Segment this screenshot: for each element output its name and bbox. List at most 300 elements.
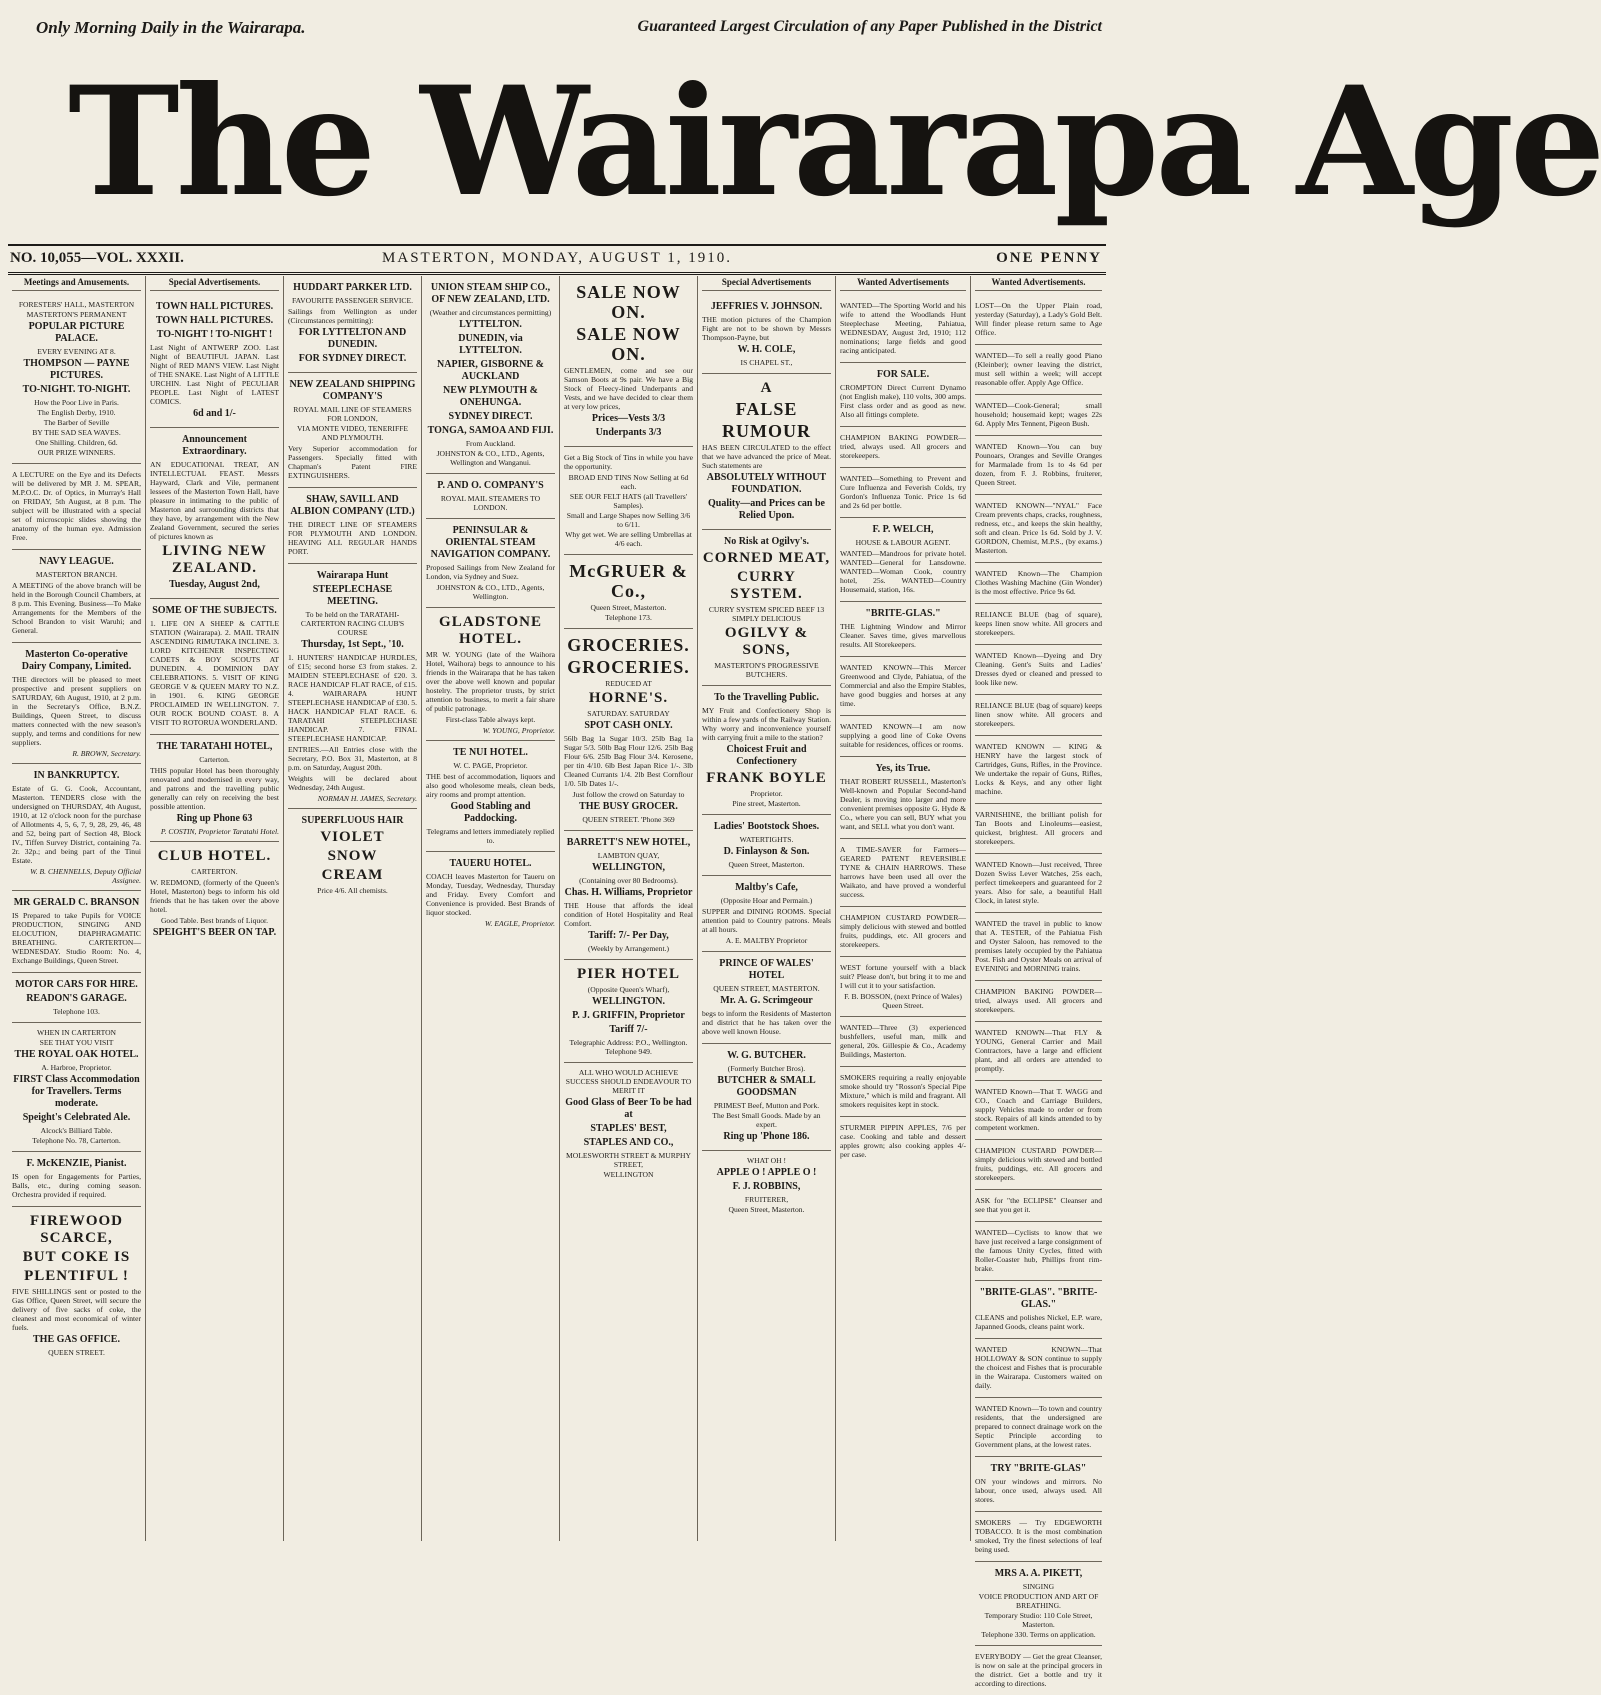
wanted-ad [840, 839, 966, 907]
column-8 [971, 276, 1106, 1688]
ad-line: Telegraphic Address: P.O., Wellington. Telephone 949. [569, 1038, 688, 1056]
ad-title: PLENTIFUL ! [24, 1268, 129, 1284]
ad-title: D. Finlayson & Son. [723, 846, 810, 857]
wanted-ad [975, 695, 1102, 736]
ad-title: W. H. COLE, [737, 344, 796, 355]
club-hotel-ad [150, 842, 279, 946]
ad-line: (Opposite Queen's Wharf), [587, 985, 670, 994]
wanted-ad [975, 563, 1102, 604]
column-1 [8, 276, 146, 1541]
brite-glas-ad [840, 602, 966, 657]
ad-title: McGRUER & Co., [569, 561, 688, 601]
ad-body: THE best of accommodation, liquors and also good wholesome meals, clean beds, airy rooms and prompt attention. [426, 772, 555, 799]
ad-title: RUMOUR [722, 421, 811, 441]
wanted-ad [840, 716, 966, 757]
wanted-ad [975, 1022, 1102, 1081]
ad-title: Ladies' Bootstock Shoes. [713, 821, 820, 832]
ad-body: WANTED—Cook-General; small household; housemaid kept; wages 22s 6d. Apply Mrs Tennent, Pigeon Bush. [975, 401, 1102, 428]
dairy-company-ad [12, 643, 141, 764]
pianist-ad [12, 1152, 141, 1207]
ad-body: CLEANS and polishes Nickel, E.P. ware, Japanned Goods, cleans paint work. [975, 1313, 1102, 1331]
ad-line: W. C. PAGE, Proprietor. [453, 761, 528, 770]
ad-line: SEE OUR FELT HATS (all Travellers' Samples). [569, 492, 688, 510]
ad-body: Last Night of ANTWERP ZOO. Last Night of BEAUTIFUL JAPAN. Last Night of RED MAN'S VIEW. Last Night of THE SNAKE. Last Night of A LITTLE URCHIN. Last Night of PECULIAR PEOPLE. Last Night of LATEST COMICS. [150, 343, 279, 406]
ad-title: TOWN HALL PICTURES. [155, 315, 274, 326]
ad-body: THE motion pictures of the Champion Fight are not to be shown by Messrs Thompson-Payne, but [702, 315, 831, 342]
violet-snow-cream-ad [288, 809, 417, 901]
ad-line: IS CHAPEL ST., [740, 358, 793, 367]
ad-title: FIREWOOD SCARCE, [29, 1213, 123, 1246]
ad-signature: P. COSTIN, Proprietor Taratahi Hotel. [160, 827, 279, 836]
ad-body: ON your windows and mirrors. No labour, once used, always used. All stores. [975, 1477, 1102, 1504]
ad-body: Weights will be declared about Wednesday, 24th August. [288, 774, 417, 792]
ad-line: From Auckland. [465, 439, 516, 448]
ad-title: BUT COKE IS [22, 1249, 131, 1265]
ad-title: SPEIGHT'S BEER ON TAP. [152, 927, 277, 938]
ad-title: Mr. A. G. Scrimgeour [720, 995, 813, 1006]
ad-title: P. J. GRIFFIN, Proprietor [572, 1010, 685, 1021]
ad-body: WANTED KNOWN—That HOLLOWAY & SON continue to supply the choicest and Fishes that is procurable in the Wairarapa. Customers waited on daily. [975, 1345, 1102, 1390]
ad-line: (Formerly Butcher Bros). [727, 1064, 806, 1073]
motor-cars-ad [12, 973, 141, 1023]
ad-body: THAT ROBERT RUSSELL, Masterton's Well-known and Popular Second-hand Dealer, is moving into larger and more convenient premises opposite G. Hyde & Co., where you can sell, BUY what you want, and SELL what you don't want. [840, 777, 966, 831]
ad-body: COACH leaves Masterton for Taueru on Monday, Tuesday, Wednesday, Thursday and Friday. Every Comfort and Convenience is provided. Best Brands of liquor stocked. [426, 872, 555, 917]
ad-body: EVERYBODY — Get the great Cleanser, is now on sale at the principal grocers in the district. Get a bottle and try it according to directions. [975, 1652, 1102, 1688]
wanted-ad [975, 981, 1102, 1022]
ad-body: SMOKERS requiring a really enjoyable smoke should try "Rosson's Special Pipe Mixture," which is mild and fragrant. All smokers requisites kept in stock. [840, 1073, 966, 1109]
ad-title: Good Stabling and Paddocking. [450, 801, 531, 824]
pier-hotel-ad [564, 960, 693, 1063]
wanted-ad [975, 1222, 1102, 1281]
ad-body: WANTED—Mandroos for private hotel. WANTED—General for Lansdowne. WANTED—Woman Cook, country hotel, 25s. WANTED—Country Housemaid, station, 16s. [840, 549, 966, 594]
wanted-ad [975, 1646, 1102, 1695]
ad-body: W. REDMOND, (formerly of the Queen's Hotel, Masterton) begs to inform his old friends that he has taken over the above hotel. [150, 878, 279, 914]
ad-body: CHAMPION BAKING POWDER—tried, always used. All grocers and storekeepers. [840, 433, 966, 460]
ad-title: LYTTELTON. [459, 319, 522, 330]
eye-lecture-ad [12, 464, 141, 550]
ad-body: SUPPER and DINING ROOMS. Special attention paid to Country patrons. Meals at all hours. [702, 907, 831, 934]
ad-line: MASTERTON BRANCH. [35, 570, 118, 579]
ad-title: APPLE O ! APPLE O ! [716, 1167, 817, 1178]
strapline-right: Guaranteed Largest Circulation of any Paper Published in the District [637, 18, 1102, 35]
ad-title: CORNED MEAT, [702, 550, 831, 566]
ad-title: WELLINGTON. [592, 996, 665, 1007]
ad-body: Very Superior accommodation for Passengers. Specially fitted with Chapman's Patent FIRE EXTINGUISHERS. [288, 444, 417, 480]
ad-title: CLUB HOTEL. [157, 848, 272, 864]
ad-title: NEW ZEALAND SHIPPING COMPANY'S [289, 379, 416, 402]
mcgruer-name-ad [564, 555, 693, 629]
ad-title: TRY "BRITE-GLAS" [990, 1463, 1087, 1474]
false-rumour-ad [702, 374, 831, 530]
ad-body: WANTED Known—You can buy Pounoars, Oranges and Seville Oranges for Marmalade from 1s to 4s 6d per dozen, from F. J. Robbins, fruiterer, Queen Street. [975, 442, 1102, 487]
ad-title: Underpants 3/3 [595, 427, 662, 438]
ad-title: A [760, 380, 773, 396]
column-4 [422, 276, 560, 1541]
ad-title: F. McKENZIE, Pianist. [26, 1158, 127, 1169]
ad-line: A. E. MALTBY Proprietor [725, 936, 808, 945]
ad-body: THIS popular Hotel has been thoroughly renovated and modernised in every way, and patrons and the travelling public generally can rely on receiving the best possible attention. [150, 766, 279, 811]
column-heading: Special Advertisements [702, 276, 831, 291]
ad-line: Alcock's Billiard Table. [40, 1126, 113, 1135]
ad-body: 1. HUNTERS' HANDICAP HURDLES, of £15; second horse £3 from stakes. 2. MAIDEN STEEPLECHASE of £20. 3. RACE HANDICAP FLAT RACE, of £15. 4. WAIRARAPA HUNT STEEPLECHASE HANDICAP of £30. 5. HACK HANDICAP FLAT RACE. 6. TARATAHI STEEPLECHASE HANDICAP. 7. FINAL STEEPLECHASE HANDICAP. [288, 653, 417, 743]
ad-title: BUTCHER & SMALL GOODSMAN [717, 1075, 816, 1098]
ad-line: One Shilling. Children, 6d. [35, 438, 118, 447]
ad-body: ENTRIES.—All Entries close with the Secretary, P.O. Box 31, Masterton, at 8 p.m. on Saturday, August 20th. [288, 745, 417, 772]
ad-title: WELLINGTON, [592, 862, 665, 873]
shaw-savill-ad [288, 488, 417, 564]
ad-line: Pine street, Masterton. [732, 799, 801, 808]
ad-title: P. AND O. COMPANY'S [437, 480, 544, 491]
gas-office-ad [12, 1207, 141, 1363]
ad-title: "BRITE-GLAS." [865, 608, 941, 619]
ad-line: Good Table. Best brands of Liquor. [160, 916, 269, 925]
ad-title: Wairarapa Hunt [316, 570, 389, 581]
masthead-title: The Wairarapa Age [68, 54, 1601, 230]
ad-title: Speight's Celebrated Ale. [22, 1112, 131, 1123]
column-7 [836, 276, 971, 1541]
ad-title: SOME OF THE SUBJECTS. [152, 605, 277, 616]
ad-body: STURMER PIPPIN APPLES, 7/6 per case. Cooking and table and dessert apples grown; also cooking apples 4/- per case. [840, 1123, 966, 1159]
ad-line: JOHNSTON & CO., LTD., Agents, Wellington and Wanganui. [436, 449, 545, 467]
ad-title: TE NUI HOTEL. [453, 747, 528, 758]
ad-line: Queen Street, Masterton. [728, 1205, 805, 1214]
ad-title: CREAM [321, 867, 384, 883]
ad-body: CROMPTON Direct Current Dynamo (not English make), 110 volts, 300 amps. First class order and as good as new. Also all fittings complete. [840, 383, 966, 419]
ad-body: THE House that affords the ideal condition of Hotel Hospitality and Real Comfort. [564, 901, 693, 928]
ad-body: LOST—On the Upper Plain road, yesterday (Saturday), a Lady's Gold Belt. Will finder please return same to Age Office. [975, 301, 1102, 337]
ad-title: Good Glass of Beer To be had at [565, 1097, 692, 1120]
ad-signature: W. B. CHENNELLS, Deputy Official Assignee. [30, 867, 141, 885]
ad-title: THE ROYAL OAK HOTEL. [14, 1049, 139, 1060]
ad-line: Just follow the crowd on Saturday to [572, 790, 685, 799]
ad-line: Temporary Studio: 110 Cole Street, Masterton. [984, 1611, 1093, 1629]
ad-title: Thursday, 1st Sept., '10. [301, 639, 404, 650]
issue-price: ONE PENNY [996, 250, 1102, 266]
ad-title: Tariff 7/- [609, 1024, 648, 1035]
mcgruer-tins-ad [564, 447, 693, 555]
ad-title: ABSOLUTELY WITHOUT FOUNDATION. [706, 472, 827, 495]
ad-line: LAMBTON QUAY, [597, 851, 660, 860]
te-nui-hotel-ad [426, 741, 555, 852]
ad-body: 56lb Bag 1a Sugar 10/3. 25lb Bag 1a Sugar 5/3. 50lb Bag Flour 12/6. 25lb Bag Flour 6/6. 25lb Bag Flour 3/4. Kerosene, per tin 4/10. 6lb Best Japan Rice 1/-. 3lb Cleaned Currants 1/4. 2lb Best Cornflour 1/0. 5lb Dates 1/-. [564, 734, 693, 788]
wanted-ad [840, 1017, 966, 1067]
ad-body: Proposed Sailings from New Zealand for London, via Sydney and Suez. [426, 563, 555, 581]
ad-body: WANTED the travel in public to know that A. TESTER, of the Pahiatua Fish and Oyster Saloon, has removed to the premises lately occupied by the Pahiatua Post. Fish and Oyster Meals on arrival of EVENING and MORNING trains. [975, 919, 1102, 973]
ad-body: FIVE SHILLINGS sent or posted to the Gas Office, Queen Street, will secure the delivery of five sacks of coke, the cleanest and most economical of winter fuels. [12, 1287, 141, 1332]
ad-title: Quality—and Prices can be Relied Upon. [708, 498, 825, 521]
ad-signature: NORMAN H. JAMES, Secretary. [317, 794, 417, 803]
ad-title: PIER HOTEL [577, 966, 680, 982]
ad-line: How the Poor Live in Paris. [34, 398, 119, 407]
ad-body: WANTED KNOWN—That FLY & YOUNG, General Carrier and Mail Contractors, have a large and efficient plant, and all orders are attended to promptly. [975, 1028, 1102, 1073]
ad-body: WANTED Known—To town and country residents, that the undersigned are prepared to connect drainage work on the Septic Principle according to Government plans, at the lowest rates. [975, 1404, 1102, 1449]
ad-title: NAVY LEAGUE. [39, 556, 114, 567]
ad-title: Ring up 'Phone 186. [723, 1131, 810, 1142]
wanted-ad [975, 1398, 1102, 1457]
ad-line: Why get wet. We are selling Umbrellas at 4/6 each. [565, 530, 692, 548]
ad-line: REDUCED AT [605, 679, 652, 688]
ad-title: SALE NOW ON. [576, 282, 681, 322]
ad-line: (Containing over 80 Bedrooms). [579, 876, 678, 885]
ad-title: THE BUSY GROCER. [579, 801, 678, 812]
wanted-ad [975, 804, 1102, 854]
ad-line: WHAT OH ! [746, 1156, 787, 1165]
ad-line: Price 4/6. All chemists. [317, 886, 388, 895]
ad-title: SUPERFLUOUS HAIR [301, 815, 404, 826]
ad-body: MR W. YOUNG (late of the Waihora Hotel, Waihora) begs to announce to his friends in the Wairarapa that he has taken over the above well known and popular hostelry. The proprietor trusts, by strict attention to business, to merit a fair share of public patronage. [426, 650, 555, 713]
ad-line: BY THE SAD SEA WAVES. [32, 428, 121, 437]
ad-line: SINGING [1022, 1582, 1055, 1591]
wanted-ad [840, 1117, 966, 1166]
ad-body: THE DIRECT LINE OF STEAMERS FOR PLYMOUTH AND LONDON. HEAVING ALL REGULAR HANDS PORT. [288, 520, 417, 556]
ad-line: ROYAL MAIL LINE OF STEAMERS FOR LONDON, [293, 405, 412, 423]
ad-body: WANTED KNOWN—This Mercer Greenwood and Clyde, Pahiatua, of the Commercial and also the Empire Stables, have good buggies and horses at any time. [840, 663, 966, 708]
ad-title: OGILVY & SONS, [724, 625, 809, 658]
ad-line: MOLESWORTH STREET & MURPHY STREET, [566, 1151, 691, 1169]
ad-title: STAPLES AND CO., [583, 1137, 674, 1148]
ad-title: Prices—Vests 3/3 [591, 413, 666, 424]
wanted-ad [840, 657, 966, 716]
ad-line: HOUSE & LABOUR AGENT. [855, 538, 951, 547]
ad-line: WELLINGTON [603, 1170, 654, 1179]
ad-line: Queen Street, Masterton. [728, 860, 805, 869]
ad-title: MOTOR CARS FOR HIRE. [15, 979, 138, 990]
ad-body: WANTED KNOWN—I am now supplying a good line of Coke Ovens suitable for residences, offices or rooms. [840, 722, 966, 749]
ad-title: F. J. ROBBINS, [732, 1181, 801, 1192]
barretts-hotel-ad [564, 831, 693, 960]
ad-line: Telephone 103. [53, 1007, 100, 1016]
ad-body: IS open for Engagements for Parties, Balls, etc., during coming season. Orchestra provided if required. [12, 1172, 141, 1199]
ad-line: Telegrams and letters immediately replied to. [426, 827, 555, 845]
ad-title: TO-NIGHT ! TO-NIGHT ! [156, 329, 273, 340]
ad-title: TAUERU HOTEL. [449, 858, 532, 869]
ad-line: FRUITERER, [744, 1195, 789, 1204]
taratahi-hotel-ad [150, 735, 279, 842]
wanted-ad [975, 295, 1102, 345]
ad-body: WANTED—Something to Prevent and Cure Influenza and Feverish Colds, try Gordon's Influenza Tonic. Price 1s 6d and 2s 6d per bottle. [840, 474, 966, 510]
ad-line: BROAD END TINS Now Selling at 6d each. [568, 473, 689, 491]
pikett-singing-ad [975, 1562, 1102, 1646]
prince-of-wales-hotel-ad [702, 952, 831, 1044]
ad-title: BARRETT'S NEW HOTEL, [566, 837, 691, 848]
ad-title: POPULAR PICTURE PALACE. [28, 321, 125, 344]
ad-line: The English Derby, 1910. [37, 408, 116, 417]
ad-body: CHAMPION CUSTARD POWDER—simply delicious with stewed and bottled fruits, puddings, etc. All grocers and storekeepers. [975, 1146, 1102, 1182]
ad-line: QUEEN STREET. [48, 1348, 105, 1357]
ad-title: READON'S GARAGE. [26, 993, 127, 1004]
wanted-ad [975, 736, 1102, 804]
ad-line: QUEEN STREET. 'Phone 369 [582, 815, 675, 824]
ad-title: F. P. WELCH, [872, 524, 934, 535]
for-sale-ad [840, 363, 966, 427]
robbins-apples-ad [702, 1151, 831, 1220]
maltbys-cafe-ad [702, 876, 831, 952]
ad-title: THE GAS OFFICE. [33, 1334, 120, 1345]
butcher-ad [702, 1044, 831, 1151]
ad-body: WEST fortune yourself with a black suit? Please don't, but bring it to me and I will cut it to your satisfaction. [840, 963, 966, 990]
ad-line: SATURDAY. SATURDAY [587, 709, 670, 718]
navy-league-ad [12, 550, 141, 643]
issue-number: NO. 10,055—VOL. XXXII. [10, 250, 184, 266]
nz-shipping-ad [288, 373, 417, 488]
ad-title: MR GERALD C. BRANSON [13, 897, 140, 908]
ad-line: SEE THAT YOU VISIT [39, 1038, 114, 1047]
ad-title: TOWN HALL PICTURES. [155, 301, 274, 312]
frank-boyle-ad [702, 686, 831, 815]
wanted-ad [975, 645, 1102, 695]
ad-body: IS Prepared to take Pupils for VOICE PRODUCTION, SINGING AND ELOCUTION, DIAPHRAGMATIC BREATHING. CARTERTON—WEDNESDAY. Studio Room: No. 4, Exchange Buildings, Queen Street. [12, 911, 141, 965]
column-heading: Meetings and Amusements. [12, 276, 141, 291]
bosson-tailor-ad [840, 957, 966, 1017]
ad-line: Small and Large Shapes now Selling 3/6 to 6/11. [566, 511, 691, 529]
ad-title: Chas. H. Williams, Proprietor [564, 887, 693, 898]
wanted-ad [975, 345, 1102, 395]
union-steam-ship-ad [426, 276, 555, 474]
ad-body: MY Fruit and Confectionery Shop is within a few yards of the Railway Station. Why worry and inconvenience yourself with carrying fruit a mile to the station? [702, 706, 831, 742]
ad-line: To be held on the TARATAHI-CARTERTON RACING CLUB'S COURSE [300, 610, 405, 637]
ad-signature: R. BROWN, Secretary. [72, 749, 141, 758]
newspaper-page [8, 4, 1601, 1688]
ad-body: WANTED—The Sporting World and his wife to attend the Woodlands Hunt Steeplechase Meeting, Pahiatua, WEDNESDAY, August 3rd, 1910; 112 nominations; large fields and good racing anticipated. [840, 301, 966, 355]
column-heading: Wanted Advertisements [840, 276, 966, 291]
gladstone-hotel-ad [426, 608, 555, 741]
column-heading: Special Advertisements. [150, 276, 279, 291]
ad-title: W. G. BUTCHER. [727, 1050, 806, 1061]
wanted-ad [975, 604, 1102, 645]
ad-line: First-class Table always kept. [445, 715, 536, 724]
ad-title: GLADSTONE HOTEL. [439, 614, 542, 647]
ogilvy-ad [702, 530, 831, 686]
ad-title: FALSE [735, 399, 798, 419]
ad-title: THE TARATAHI HOTEL, [156, 741, 273, 752]
dateline [8, 244, 1106, 275]
ad-title: TONGA, SAMOA AND FIJI. [427, 425, 554, 436]
ad-signature: W. YOUNG, Proprietor. [482, 726, 555, 735]
ad-title: STEEPLECHASE MEETING. [312, 584, 393, 607]
ad-body: Estate of G. G. Cook, Accountant, Masterton. TENDERS close with the undersigned on THURSDAY, 4th August, 1910, at 12 o'clock noon for the purchase of Allotments 4, 5, 6, 7, 9, 28, 29, 46, 48 and 52, being part of Section 48, Block IV., Tiffen Survey District, containing 7a. 2r. 32p.; and being part of the Tinui Estate. [12, 784, 141, 865]
ad-body: WANTED Known—Just received, Three Dozen Swiss Lever Watches, 25s each, perfect timekeepers and guaranteed for 2 years. Also for sale, a beautiful Hall Clock, in latest style. [975, 860, 1102, 905]
column-2 [146, 276, 284, 1541]
ad-body: WANTED Known—Dyeing and Dry Cleaning. Gent's Suits and Ladies' Dresses dyed or cleaned and pressed to look like new. [975, 651, 1102, 687]
wanted-ad [975, 395, 1102, 436]
ad-body: 1. LIFE ON A SHEEP & CATTLE STATION (Wairarapa). 2. MAIL TRAIN ASCENDING RIMUTAKA INCLINE. 3. LORD KITCHENER INSPECTING CADETS & BOY SCOUTS AT DUNEDIN. 4. DOMINION DAY CELEBRATIONS. 5. VISIT OF KING GEORGE V & QUEEN MARY TO N.Z. in 1901. 6. KING GEORGE PROCLAIMED IN WELLINGTON. 7. OUR ROCK BOUND COAST. 8. A VISIT TO ROTORUA WONDERLAND. [150, 619, 279, 727]
ad-title: NAPIER, GISBORNE & AUCKLAND [437, 359, 544, 382]
ad-body: AN EDUCATIONAL TREAT, AN INTELLECTUAL FEAST. Messrs Hayward, Clark and Vile, permanent lessees of the Masterton Town Hall, have pleasure in intimating to the public of Masterton and surrounding districts that they have, by arrangement with the New Zealand Government, secured the series of pictures known as [150, 460, 279, 541]
ad-title: FOR SYDNEY DIRECT. [298, 353, 407, 364]
ad-body: WANTED KNOWN — KING & HENRY have the largest stock of Cartridges, Guns, Rifles, in the Province. We undertake the repair of Guns, Rifles, Locks & Keys, and any other light machine. [975, 742, 1102, 796]
ad-line: (Weather and circumstances permitting) [429, 308, 552, 317]
ad-line: WHEN IN CARTERTON [36, 1028, 117, 1037]
subjects-ad [150, 599, 279, 735]
hunt-steeplechase-ad [288, 564, 417, 809]
ad-line: QUEEN STREET, MASTERTON. [713, 984, 820, 993]
ad-line: FAVOURITE PASSENGER SERVICE. [292, 296, 413, 305]
hornes-groceries-ad [564, 629, 693, 831]
ad-line: MASTERTON'S PERMANENT [26, 310, 127, 319]
ad-title: LIVING NEW ZEALAND. [162, 543, 267, 576]
ad-title: CURRY SYSTEM. [730, 569, 803, 602]
ad-title: HUDDART PARKER LTD. [293, 282, 412, 293]
ad-title: Maltby's Cafe, [735, 882, 798, 893]
ad-line: F. B. BOSSON, (next Prince of Wales) Queen Street. [844, 992, 962, 1010]
ad-title: Tariff: 7/- Per Day, [588, 930, 669, 941]
ad-title: FOR SALE. [876, 369, 930, 380]
ad-line: WATERTIGHTS. [739, 835, 794, 844]
ad-title: Masterton Co-operative Dairy Company, Limited. [21, 649, 132, 672]
ad-line: Proprietor. [750, 789, 783, 798]
robert-russell-ad [840, 757, 966, 839]
ad-body: WANTED Known—That T. WAGG and CO., Coach and Carriage Builders, supply Vehicles made to order or from stock. Repairs of all kinds attended to by competent workmen. [975, 1087, 1102, 1132]
ad-line: OUR PRIZE WINNERS. [37, 448, 116, 457]
ad-body: CHAMPION CUSTARD POWDER—simply delicious with stewed and bottled fruits, puddings, etc. All grocers and storekeepers. [840, 913, 966, 949]
ad-body: Get a Big Stock of Tins in while you have the opportunity. [564, 453, 693, 471]
ad-line: JOHNSTON & CO., LTD., Agents, Wellington. [436, 583, 545, 601]
branson-ad [12, 891, 141, 973]
wanted-ad [975, 436, 1102, 495]
wanted-ad [975, 1140, 1102, 1190]
ad-body: ASK for "the ECLIPSE" Cleanser and see that you get it. [975, 1196, 1102, 1214]
ad-title: No Risk at Ogilvy's. [723, 536, 809, 547]
wanted-ad [975, 1190, 1102, 1222]
ad-line: Telephone No. 78, Carterton. [32, 1136, 121, 1145]
staples-beer-ad [564, 1063, 693, 1185]
ad-line: ALL WHO WOULD ACHIEVE SUCCESS SHOULD ENDEAVOUR TO MERIT IT [565, 1068, 692, 1095]
ad-line: MASTERTON'S PROGRESSIVE BUTCHERS. [714, 661, 819, 679]
ad-body: WANTED—To sell a really good Piano (Kleinber); owner leaving the district, must sell within a week; will accept reasonable offer. Apply Age Office. [975, 351, 1102, 387]
ad-body: A LECTURE on the Eye and its Defects will be delivered by MR J. M. SPEAR, M.P.O.C. Dr. of Optics, in Murray's Hall on FRIDAY, 5th August, at 8 p.m. The subject will be illustrated with a special set of microscopic slides showing the anatomy of the human eye. Admission Free. [12, 470, 141, 542]
ad-body: WANTED—Three (3) experienced bushfellers, useful man, milk and general, 20s. Gillespie & Co., Academy Buildings, Masterton. [840, 1023, 966, 1059]
ad-line: VIA MONTE VIDEO, TENERIFFE AND PLYMOUTH. [296, 424, 409, 442]
ad-title: TO-NIGHT. TO-NIGHT. [22, 384, 131, 395]
ad-line: Carterton. [199, 755, 230, 764]
ad-title: MRS A. A. PIKETT, [994, 1568, 1083, 1579]
mcgruer-sale-ad [564, 276, 693, 447]
ad-line: CURRY SYSTEM SPICED BEEF 13 SIMPLY DELICIOUS [708, 605, 825, 623]
royal-oak-hotel-ad [12, 1023, 141, 1152]
wanted-ad [975, 854, 1102, 913]
wanted-ad [840, 907, 966, 957]
ad-body: GENTLEMEN, come and see our Samson Boots at 9s pair. We have a Big Stock of Fleecy-lined Underpants and Vests, and we have decided to clear them at very low prices, [564, 366, 693, 411]
ad-body: THE Lightning Window and Mirror Cleaner. Saves time, gives marvellous results. All Storekeepers. [840, 622, 966, 649]
ad-title: Announcement Extraordinary. [181, 434, 247, 457]
wanted-ad [975, 913, 1102, 981]
ad-body: VARNISHINE, the brilliant polish for Tan Boots and Linoleums—easiest, quickest, brightest. All grocers and storekeepers. [975, 810, 1102, 846]
brite-glas-ad [975, 1457, 1102, 1512]
ad-title: PENINSULAR & ORIENTAL STEAM NAVIGATION COMPANY. [430, 525, 551, 560]
finlayson-shoes-ad [702, 815, 831, 876]
bankruptcy-ad [12, 764, 141, 891]
issue-date: MASTERTON, MONDAY, AUGUST 1, 1910. [382, 250, 732, 266]
wanted-ad [975, 1081, 1102, 1140]
wanted-ad [840, 427, 966, 468]
welch-labour-agent-ad [840, 518, 966, 602]
ad-body: THE directors will be pleased to meet prospective and present suppliers on SATURDAY, 6th August, 1910, at 2 p.m. in the Secretary's Office, B.N.Z. Buildings, Queen Street, to discuss matters connected with the new season's supply, and terms and conditions for new suppliers. [12, 675, 141, 747]
ad-body: WANTED KNOWN—"NYAL" Face Cream prevents chaps, cracks, roughness, redness, etc., and keeps the skin healthy, soft and clean. Price 1s 6d. Sold by J. V. GORDON, Chemist, M.P.S., (by exams.) Masterton. [975, 501, 1102, 555]
strapline-left: Only Morning Daily in the Wairarapa. [36, 18, 306, 37]
ad-line: EVERY EVENING AT 8. [37, 347, 116, 356]
ad-body: WANTED Known—The Champion Clothes Washing Machine (Gin Wonder) is the most effective. Price 9s 6d. [975, 569, 1102, 596]
foresters-hall-ad [12, 295, 141, 464]
ad-title: NEW PLYMOUTH & ONEHUNGA. [442, 385, 538, 408]
ad-line: PRIMEST Beef, Mutton and Pork. [713, 1101, 820, 1110]
column-6 [698, 276, 836, 1541]
ad-title: Tuesday, August 2nd, [169, 579, 260, 590]
ad-body: Sailings from Wellington as under (Circumstances permitting): [288, 307, 417, 325]
ad-title: IN BANKRUPTCY. [33, 770, 120, 781]
ad-title: THOMPSON — PAYNE PICTURES. [23, 358, 130, 381]
ad-body: begs to inform the Residents of Masterton and district that he has taken over the above well known House. [702, 1009, 831, 1036]
ad-body: SMOKERS — Try EDGEWORTH TOBACCO. It is the most combination smoked, Try the finest selections of leaf being used. [975, 1518, 1102, 1554]
